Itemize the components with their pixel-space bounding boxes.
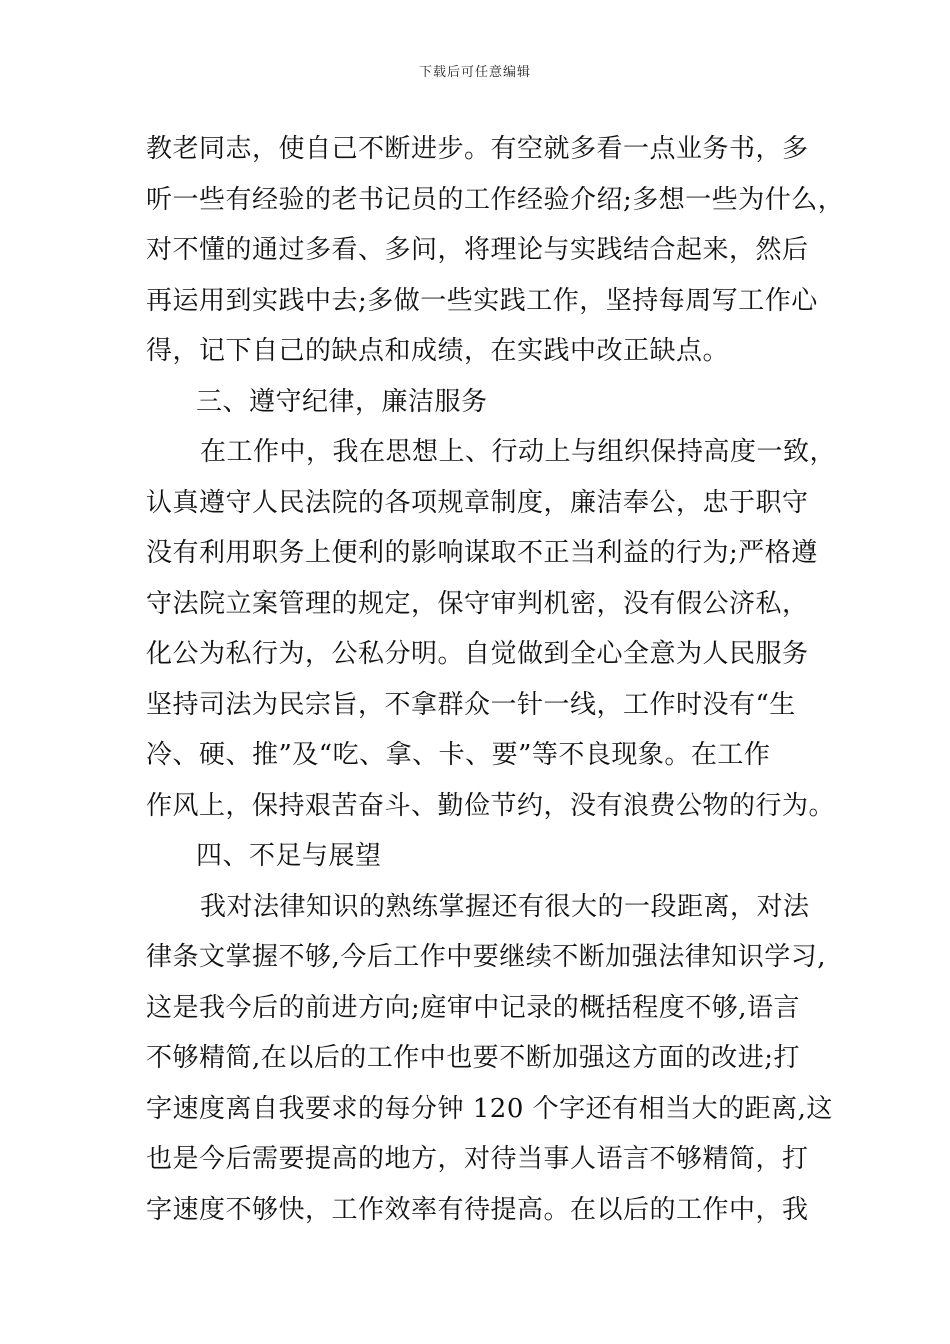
section-heading-4: 四、不足与展望: [196, 841, 382, 871]
text-line: 字速度不够快，工作效率有待提高。在以后的工作中，我: [146, 1194, 809, 1225]
text-line: 对不懂的通过多看、多问，将理论与实践结合起来，然后: [146, 235, 809, 265]
text-line: 化公为私行为，公私分明。自觉做到全心全意为人民服务: [146, 639, 809, 669]
text-line: 没有利用职务上便利的影响谋取不正当利益的行为;严格遵: [146, 538, 818, 568]
text-line: 守法院立案管理的规定，保守审判机密，没有假公济私，: [146, 588, 809, 619]
text-line: 冷、硬、推”及“吃、拿、卡、要”等不良现象。在工作: [146, 740, 771, 770]
text-line: 也是今后需要提高的地方，对待当事人语言不够精简，打: [146, 1144, 809, 1174]
text-line: 作风上，保持艰苦奋斗、勤俭节约，没有浪费公物的行为。: [146, 790, 836, 821]
text-line: 认真遵守人民法院的各项规章制度，廉洁奉公，忠于职守: [146, 487, 809, 518]
text-line: 律条文掌握不够,今后工作中要继续不断加强法律知识学习,: [146, 942, 827, 972]
text-line: 这是我今后的前进方向;庭审中记录的概括程度不够,语言: [146, 992, 801, 1023]
text-line: 再运用到实践中去;多做一些实践工作，坚持每周写工作心: [146, 285, 818, 316]
text-line: 听一些有经验的老书记员的工作经验介绍;多想一些为什么，: [146, 184, 845, 215]
section-heading-3: 三、遵守纪律，廉洁服务: [196, 386, 488, 417]
text-line: 字速度离自我要求的每分钟 120 个字还有相当大的距离,这: [146, 1093, 833, 1124]
paragraph-start: 我对法律知识的熟练掌握还有很大的一段距离，对法: [200, 891, 810, 922]
text-line: 不够精简,在以后的工作中也要不断加强这方面的改进;打: [146, 1043, 801, 1073]
text-line: 得，记下自己的缺点和成绩，在实践中改正缺点。: [146, 336, 730, 366]
text-line: 教老同志，使自己不断进步。有空就多看一点业务书，多: [146, 134, 809, 164]
page-header-note: 下载后可任意编辑: [418, 65, 531, 80]
document-body: [146, 124, 845, 1235]
paragraph-start: 在工作中，我在思想上、行动上与组织保持高度一致，: [200, 437, 837, 467]
text-line: 坚持司法为民宗旨，不拿群众一针一线，工作时没有“生: [146, 689, 796, 720]
